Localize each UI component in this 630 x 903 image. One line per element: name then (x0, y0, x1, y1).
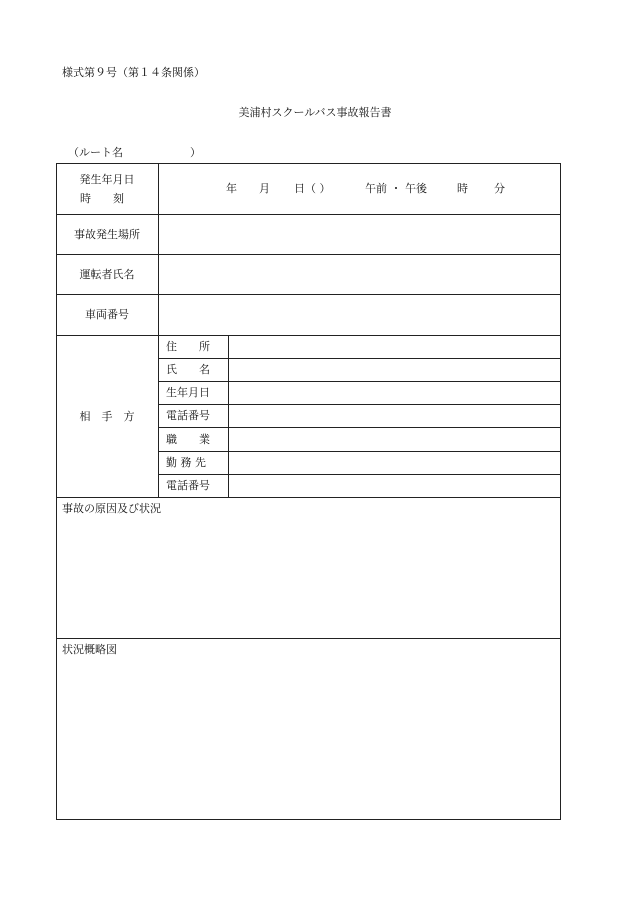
party-address-label: 住 所 (166, 340, 210, 353)
datetime-label-line2: 時 刻 (80, 192, 124, 205)
hour-label: 時 (457, 182, 468, 195)
party-birthdate-label: 生年月日 (166, 386, 210, 399)
party-workplace-phone-field[interactable] (229, 475, 560, 497)
diagram-field[interactable] (57, 657, 560, 819)
party-address-field[interactable] (229, 336, 560, 358)
location-label: 事故発生場所 (74, 228, 140, 241)
form-number: 様式第９号（第１４条関係） (62, 66, 205, 79)
minute-label: 分 (494, 182, 505, 195)
am-pm-label: 午前 ・ 午後 (365, 182, 427, 195)
day-label: 日（ ） (294, 182, 331, 195)
cause-field[interactable] (57, 516, 560, 638)
diagram-label: 状況概略図 (62, 643, 117, 656)
party-name-field[interactable] (229, 359, 560, 381)
party-occupation-label: 職 業 (166, 433, 210, 446)
year-label: 年 (226, 182, 237, 195)
vehicle-field[interactable] (159, 295, 560, 335)
party-phone-label: 電話番号 (166, 409, 210, 422)
location-field[interactable] (159, 215, 560, 254)
datetime-label-line1: 発生年月日 (79, 173, 135, 186)
driver-field[interactable] (159, 255, 560, 294)
party-birthdate-field[interactable] (229, 382, 560, 404)
vehicle-label: 車両番号 (85, 308, 129, 321)
month-label: 月 (259, 182, 270, 195)
party-phone-field[interactable] (229, 405, 560, 427)
cause-label: 事故の原因及び状況 (62, 502, 161, 515)
party-occupation-field[interactable] (229, 428, 560, 451)
party-workplace-label: 勤 務 先 (166, 456, 206, 469)
party-workplace-field[interactable] (229, 452, 560, 474)
document-title: 美浦村スクールバス事故報告書 (238, 106, 392, 119)
party-label: 相 手 方 (79, 410, 135, 423)
party-workplace-phone-label: 電話番号 (166, 479, 210, 492)
route-name-label: （ルート名 (68, 146, 123, 159)
party-name-label: 氏 名 (166, 363, 210, 376)
route-name-close: ） (190, 146, 201, 159)
driver-label: 運転者氏名 (79, 268, 135, 281)
route-name-line (68, 146, 201, 159)
